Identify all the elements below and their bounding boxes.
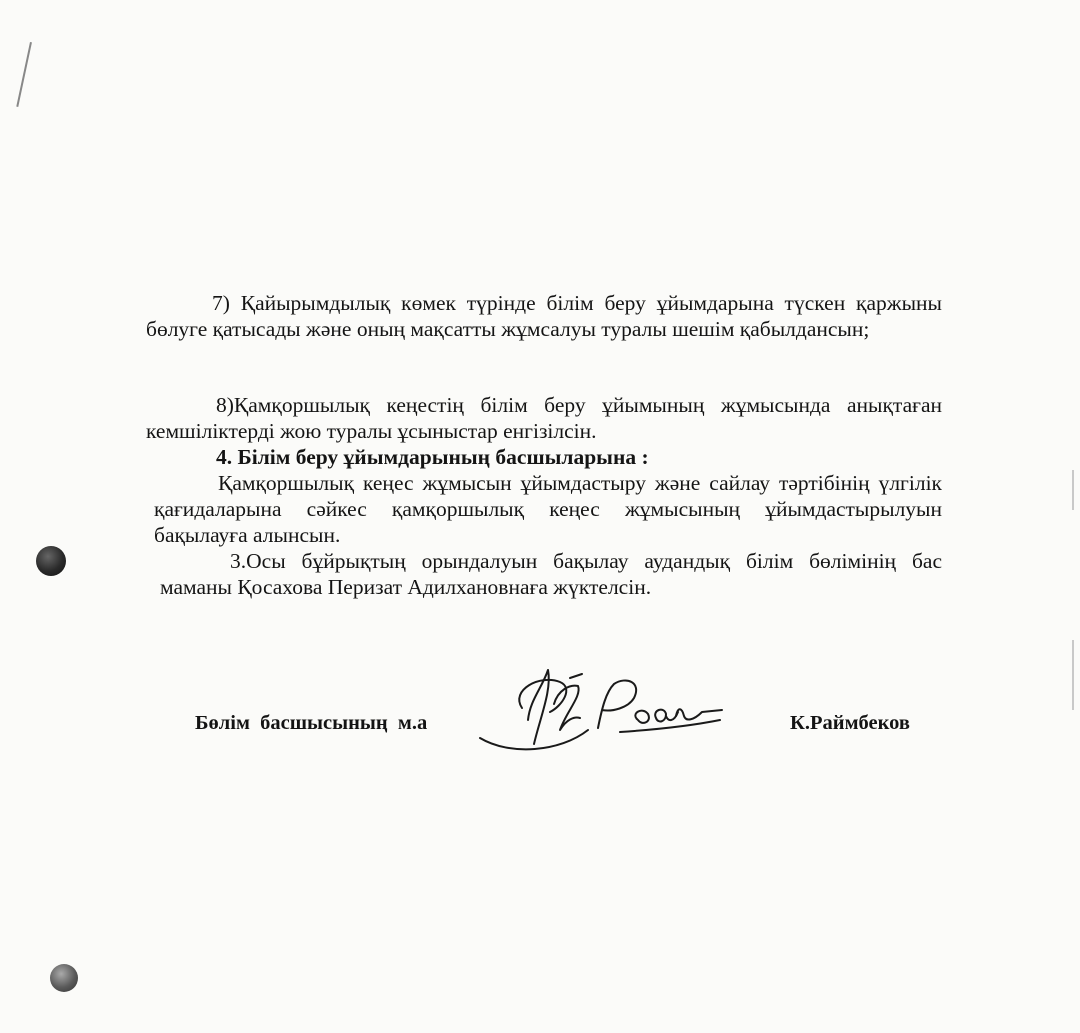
signatory-name: К.Раймбеков xyxy=(790,712,910,734)
paragraph-item-3: 3.Осы бұйрықтың орындалуын бақылау аудандық білім бөлімінің бас маманы Қосахова Перизат Адилхановнаға жүктелсін. xyxy=(160,549,942,599)
punch-hole-bottom xyxy=(50,964,78,992)
punch-hole-top xyxy=(36,546,66,576)
signatory-title: Бөлім басшысының м.а xyxy=(195,712,428,734)
margin-pencil-mark xyxy=(16,42,32,107)
handwritten-signature xyxy=(470,660,730,770)
paragraph-section-4: Қамқоршылық кеңес жұмысын ұйымдастыру және сайлау тәртібінің үлгілік қағидаларына сәйкес қамқоршылық кеңес жұмысының ұйымдастырылуын бақылауға алынсын. xyxy=(154,471,942,547)
edge-shadow-mark xyxy=(1072,640,1074,710)
edge-shadow-mark xyxy=(1072,470,1074,510)
paragraph-item-7: 7) Қайырымдылық көмек түрінде білім беру ұйымдарына түскен қаржыны бөлуге қатысады және оның мақсатты жұмсалуы туралы шешім қабылдансын; xyxy=(146,291,942,341)
section-heading-4: 4. Білім беру ұйымдарының басшыларына : xyxy=(216,445,649,469)
paragraph-item-8: 8)Қамқоршылық кеңестің білім беру ұйымының жұмысында анықтаған кемшіліктерді жою туралы ұсыныстар енгізілсін. xyxy=(146,393,942,443)
